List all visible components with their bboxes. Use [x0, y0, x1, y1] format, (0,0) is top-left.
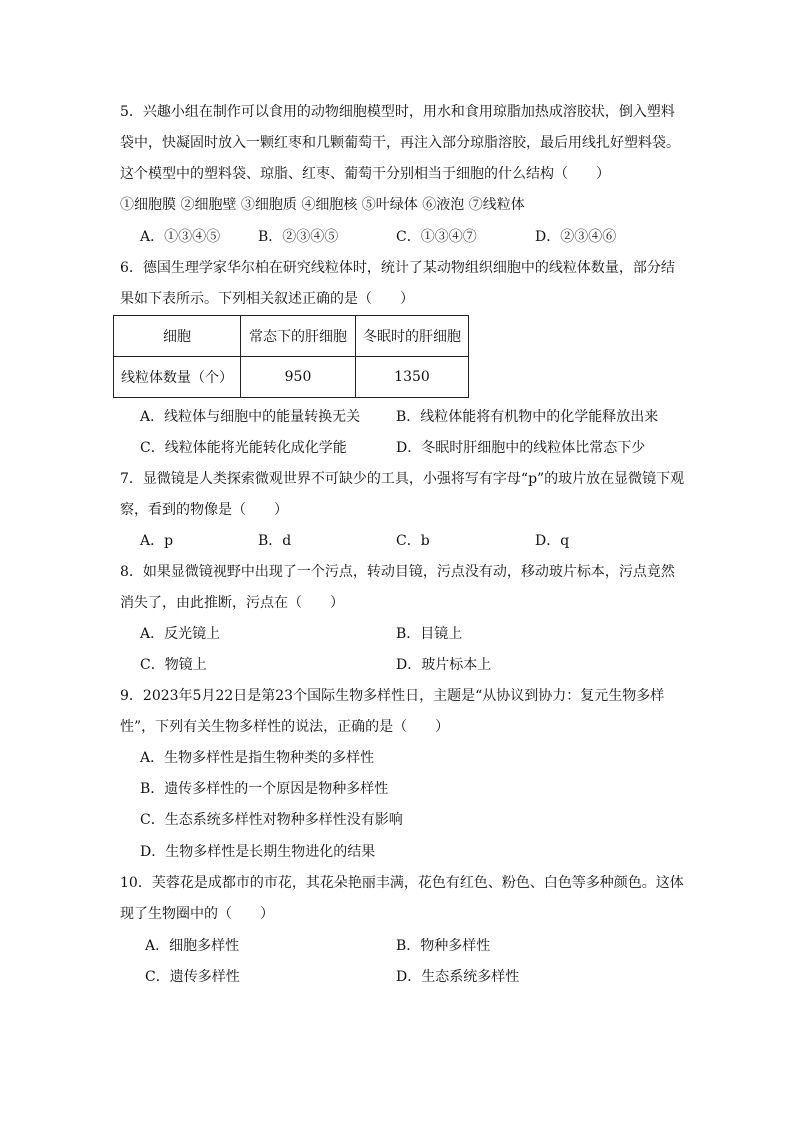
table-cell: 950: [241, 357, 356, 398]
q8-option-c[interactable]: C．物镜上: [140, 657, 207, 673]
table-header-cell: 冬眠时的肝细胞: [356, 316, 469, 357]
q7-option-d[interactable]: D．q: [535, 533, 570, 549]
q8-option-a[interactable]: A．反光镜上: [140, 626, 221, 642]
q7-stem-line2: 察，看到的物像是（ ）: [120, 502, 288, 518]
q5-stem-line2: 袋中，快凝固时放入一颗红枣和几颗葡萄干，再注入部分琼脂溶胶，最后用线扎好塑料袋。: [120, 135, 680, 151]
q7-option-c[interactable]: C．b: [396, 533, 430, 549]
q6-option-d[interactable]: D．冬眠时肝细胞中的线粒体比常态下少: [396, 440, 646, 456]
q6-option-b[interactable]: B．线粒体能将有机物中的化学能释放出来: [396, 409, 659, 425]
q9-stem-line1: 9．2023年5月22日是第23个国际生物多样性日，主题是“从协议到协力：复元生物多样: [120, 688, 665, 704]
q5-option-d[interactable]: D．②③④⑥: [535, 229, 617, 245]
q7-stem-line1: 7．显微镜是人类探索微观世界不可缺少的工具，小强将写有字母“p”的玻片放在显微镜下观: [120, 471, 685, 487]
table-cell: 线粒体数量（个）: [114, 357, 241, 398]
q6-stem-line1: 6．德国生理学家华尔柏在研究线粒体时，统计了某动物组织细胞中的线粒体数量，部分结: [120, 260, 675, 276]
q8-option-b[interactable]: B．目镜上: [396, 626, 463, 642]
q10-option-a[interactable]: A．细胞多样性: [145, 938, 240, 954]
q9-option-d[interactable]: D．生物多样性是长期生物进化的结果: [140, 844, 376, 860]
q10-stem-line2: 现了生物圈中的（ ）: [120, 906, 274, 922]
q5-structure-list: ①细胞膜 ②细胞壁 ③细胞质 ④细胞核 ⑤叶绿体 ⑥液泡 ⑦线粒体: [120, 197, 525, 213]
q8-stem-line2: 消失了，由此推断，污点在（ ）: [120, 595, 344, 611]
table-header-row: [114, 316, 469, 357]
q8-option-d[interactable]: D．玻片标本上: [396, 657, 492, 673]
q6-option-a[interactable]: A．线粒体与细胞中的能量转换无关: [140, 409, 361, 425]
q5-option-a[interactable]: A．①③④⑤: [140, 229, 221, 245]
q9-option-b[interactable]: B．遗传多样性的一个原因是物种多样性: [140, 781, 389, 797]
q10-option-b[interactable]: B．物种多样性: [396, 938, 491, 954]
q8-stem-line1: 8．如果显微镜视野中出现了一个污点，转动目镜，污点没有动，移动玻片标本，污点竟然: [120, 564, 675, 580]
q10-option-d[interactable]: D．生态系统多样性: [396, 969, 520, 985]
q5-option-c[interactable]: C．①③④⑦: [396, 229, 477, 245]
q10-stem-line1: 10．芙蓉花是成都市的市花，其花朵艳丽丰满，花色有红色、粉色、白色等多种颜色。这体: [120, 875, 684, 891]
table-cell: 1350: [356, 357, 469, 398]
q6-stem-line2: 果如下表所示。下列相关叙述正确的是（ ）: [120, 291, 414, 307]
mitochondria-table: [113, 315, 469, 398]
q5-stem-line3: 这个模型中的塑料袋、琼脂、红枣、葡萄干分别相当于细胞的什么结构（ ）: [120, 166, 610, 182]
q9-stem-line2: 性”，下列有关生物多样性的说法，正确的是（ ）: [120, 719, 450, 735]
q5-option-b[interactable]: B．②③④⑤: [258, 229, 339, 245]
q9-option-c[interactable]: C．生态系统多样性对物种多样性没有影响: [140, 812, 403, 828]
q7-option-a[interactable]: A．p: [140, 533, 174, 549]
q6-option-c[interactable]: C．线粒体能将光能转化成化学能: [140, 440, 347, 456]
table-header-cell: 常态下的肝细胞: [241, 316, 356, 357]
table-row: [114, 357, 469, 398]
q9-option-a[interactable]: A．生物多样性是指生物种类的多样性: [140, 750, 375, 766]
q5-stem-line1: 5．兴趣小组在制作可以食用的动物细胞模型时，用水和食用琼脂加热成溶胶状，倒入塑料: [120, 104, 675, 120]
q7-option-b[interactable]: B．d: [258, 533, 292, 549]
table-header-cell: 细胞: [114, 316, 241, 357]
q10-option-c[interactable]: C．遗传多样性: [145, 969, 240, 985]
